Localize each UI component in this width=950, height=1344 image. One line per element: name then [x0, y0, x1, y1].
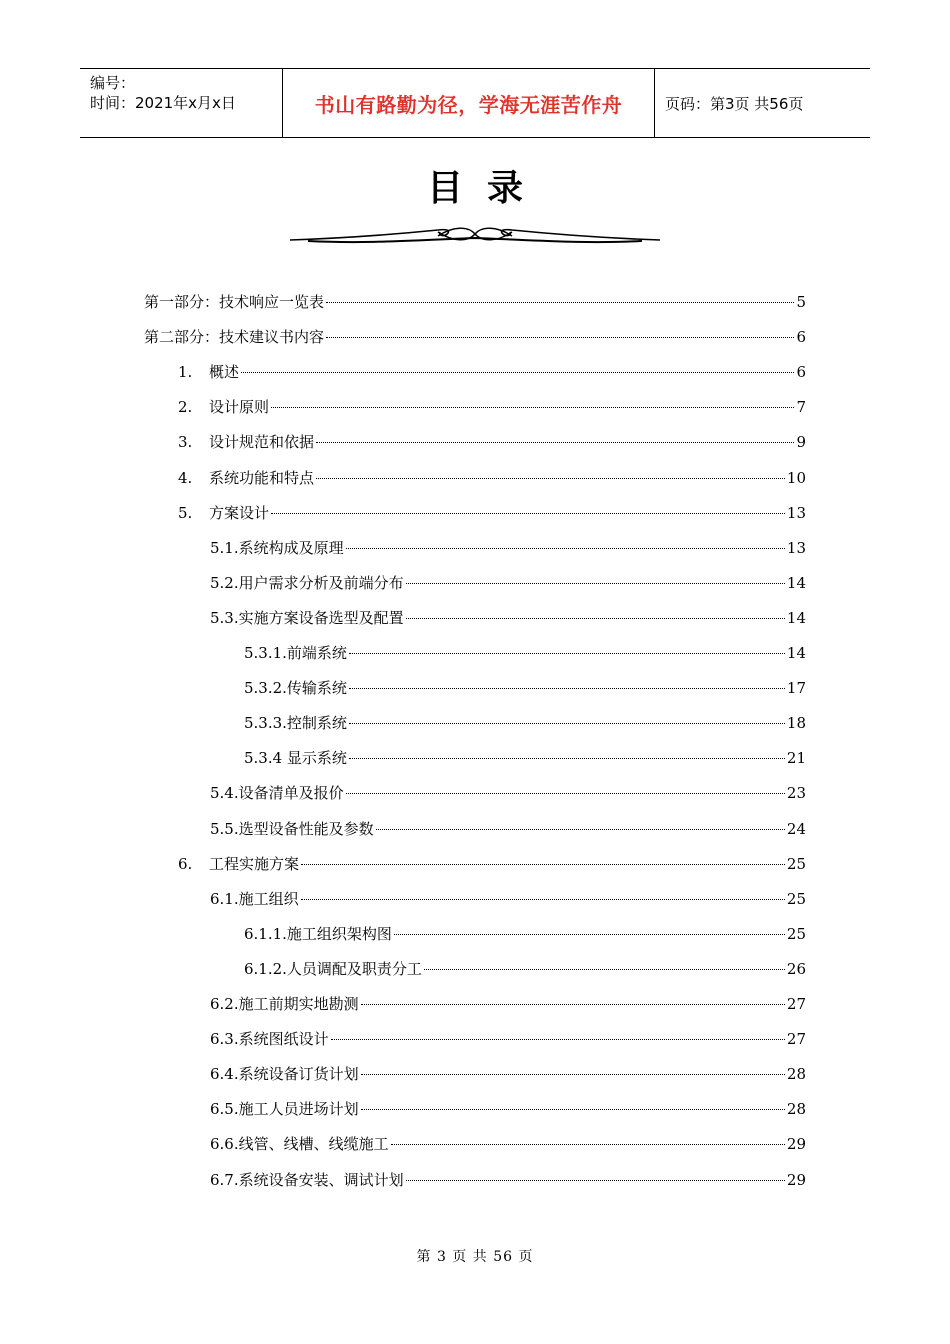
- toc-dot-leader: [346, 793, 785, 794]
- toc-dot-leader: [349, 688, 785, 689]
- toc-dot-leader: [424, 969, 785, 970]
- toc-dot-leader: [346, 548, 785, 549]
- toc-entry[interactable]: [210, 538, 806, 558]
- number-label: 编号：: [90, 74, 136, 92]
- toc-dot-leader: [361, 1074, 785, 1075]
- toc-entry-number: 6.: [178, 854, 193, 873]
- toc-entry[interactable]: [178, 432, 806, 452]
- toc-dot-leader: [331, 1039, 785, 1040]
- toc-entry[interactable]: [210, 573, 806, 593]
- toc-entry-page: 14: [786, 573, 806, 592]
- header-middle-cell: [282, 69, 655, 137]
- toc-entry-title: 6.7.系统设备安装、调试计划: [210, 1170, 404, 1189]
- toc-entry[interactable]: [178, 854, 806, 874]
- title-ornament-divider: [288, 218, 662, 250]
- toc-entry-page: 23: [786, 784, 806, 803]
- toc-entry-title: 6.2.施工前期实地勘测: [210, 995, 359, 1013]
- toc-entry-page: 28: [786, 1065, 806, 1084]
- toc-dot-leader: [326, 337, 794, 338]
- toc-dot-leader: [301, 864, 785, 865]
- toc-entry[interactable]: [244, 748, 806, 768]
- toc-entry[interactable]: [178, 468, 806, 488]
- toc-entry-title: 6.1.2.人员调配及职责分工: [244, 959, 422, 978]
- toc-dot-leader: [376, 829, 785, 830]
- toc-entry[interactable]: [244, 924, 806, 944]
- toc-entry-page: 9: [796, 433, 806, 452]
- toc-entry-page: 28: [786, 1100, 806, 1119]
- toc-entry-page: 27: [786, 1030, 806, 1049]
- toc-entry-number: 5.: [178, 503, 193, 522]
- toc-entry-title: 6.5.施工人员进场计划: [210, 1100, 359, 1119]
- toc-entry[interactable]: [144, 292, 806, 312]
- toc-entry-title: 5.5.选型设备性能及参数: [210, 819, 374, 838]
- toc-entry[interactable]: [244, 678, 806, 698]
- time-label: 时间：2021年x月x日: [90, 94, 236, 112]
- toc-entry-page: 25: [786, 924, 806, 943]
- toc-dot-leader: [301, 899, 785, 900]
- toc-entry-title: 系统功能和特点: [209, 468, 315, 487]
- document-header: [80, 68, 870, 138]
- toc-dot-leader: [391, 1144, 785, 1145]
- toc-entry[interactable]: [210, 889, 806, 909]
- toc-entry-title: 方案设计: [209, 503, 270, 522]
- toc-entry[interactable]: [210, 1170, 806, 1190]
- toc-entry-page: 10: [786, 468, 806, 487]
- toc-entry-title: 第一部分：技术响应一览表: [144, 293, 325, 311]
- toc-dot-leader: [271, 513, 785, 514]
- toc-entry-title: 5.3.1.前端系统: [244, 644, 347, 662]
- toc-dot-leader: [349, 758, 785, 759]
- toc-dot-leader: [406, 618, 785, 619]
- toc-entry-page: 26: [786, 959, 806, 978]
- header-slogan: 书山有路勤为径，学海无涯苦作舟: [314, 92, 623, 117]
- toc-entry-title: 6.4.系统设备订货计划: [210, 1065, 359, 1084]
- toc-entry[interactable]: [244, 643, 806, 663]
- toc-entry-title: 6.3.系统图纸设计: [210, 1030, 329, 1049]
- toc-entry[interactable]: [210, 1064, 806, 1084]
- toc-entry-page: 17: [786, 679, 806, 698]
- toc-entry-number: 3.: [178, 433, 193, 452]
- toc-entry-number: 2.: [178, 398, 193, 417]
- toc-dot-leader: [316, 478, 785, 479]
- toc-entry-page: 7: [796, 398, 806, 417]
- toc-entry-page: 13: [786, 503, 806, 522]
- toc-entry-page: 5: [796, 293, 806, 311]
- toc-entry-title: 概述: [209, 363, 240, 382]
- toc-entry[interactable]: [210, 783, 806, 803]
- toc-entry-page: 13: [786, 538, 806, 557]
- toc-dot-leader: [326, 302, 794, 303]
- toc-entry[interactable]: [178, 503, 806, 523]
- toc-entry-page: 6: [796, 363, 806, 382]
- toc-entry-page: 29: [786, 1135, 806, 1154]
- toc-entry-page: 29: [786, 1170, 806, 1189]
- toc-entry-page: 24: [786, 819, 806, 838]
- toc-entry-title: 5.3.2.传输系统: [244, 679, 347, 698]
- toc-entry[interactable]: [178, 397, 806, 417]
- toc-dot-leader: [241, 372, 794, 373]
- toc-entry-title: 6.1.施工组织: [210, 889, 299, 908]
- toc-entry-page: 14: [786, 608, 806, 627]
- toc-entry-number: 4.: [178, 468, 193, 487]
- header-page-info: 页码：第3页 共56页: [665, 94, 804, 113]
- toc-entry-title: 5.1.系统构成及原理: [210, 538, 344, 557]
- toc-dot-leader: [361, 1004, 785, 1005]
- toc-entry-page: 25: [786, 854, 806, 873]
- toc-dot-leader: [316, 442, 794, 443]
- toc-entry-title: 5.3.实施方案设备选型及配置: [210, 608, 404, 627]
- toc-dot-leader: [406, 1180, 785, 1181]
- toc-dot-leader: [406, 583, 785, 584]
- toc-dot-leader: [394, 934, 785, 935]
- toc-entry-title: 设计规范和依据: [209, 433, 315, 452]
- toc-dot-leader: [349, 723, 785, 724]
- toc-entry[interactable]: [178, 362, 806, 382]
- toc-dot-leader: [349, 653, 785, 654]
- header-left-cell: [80, 69, 282, 137]
- toc-entry[interactable]: [210, 1134, 806, 1154]
- page-title: 目录: [426, 168, 547, 209]
- toc-entry-title: 第二部分：技术建议书内容: [144, 328, 325, 347]
- toc-entry[interactable]: [210, 819, 806, 839]
- toc-entry-title: 工程实施方案: [209, 854, 300, 873]
- toc-entry-title: 5.4.设备清单及报价: [210, 784, 344, 803]
- toc-entry-title: 6.6.线管、线槽、线缆施工: [210, 1135, 389, 1154]
- toc-entry[interactable]: [210, 1029, 806, 1049]
- toc-entry-page: 14: [786, 644, 806, 662]
- toc-entry-title: 5.3.4 显示系统: [244, 749, 347, 768]
- toc-entry-title: 5.2.用户需求分析及前端分布: [210, 573, 404, 592]
- toc-entry-page: 27: [786, 995, 806, 1013]
- toc-dot-leader: [271, 407, 794, 408]
- toc-entry[interactable]: [210, 1099, 806, 1119]
- toc-entry[interactable]: [210, 994, 806, 1014]
- page-footer: 第 3 页 共 56 页: [416, 1249, 534, 1265]
- toc-entry[interactable]: [244, 959, 806, 979]
- toc-entry[interactable]: [210, 608, 806, 628]
- toc-entry-page: 25: [786, 889, 806, 908]
- toc-entry-title: 5.3.3.控制系统: [244, 714, 347, 733]
- toc-entry-page: 6: [796, 328, 806, 347]
- toc-entry-page: 21: [786, 749, 806, 768]
- toc-entry-title: 设计原则: [209, 398, 270, 417]
- toc-entry-title: 6.1.1.施工组织架构图: [244, 924, 392, 943]
- toc-entry-page: 18: [786, 714, 806, 733]
- toc-entry[interactable]: [244, 713, 806, 733]
- toc-entry-number: 1.: [178, 363, 193, 382]
- toc-entry[interactable]: [144, 327, 806, 347]
- toc-dot-leader: [361, 1109, 785, 1110]
